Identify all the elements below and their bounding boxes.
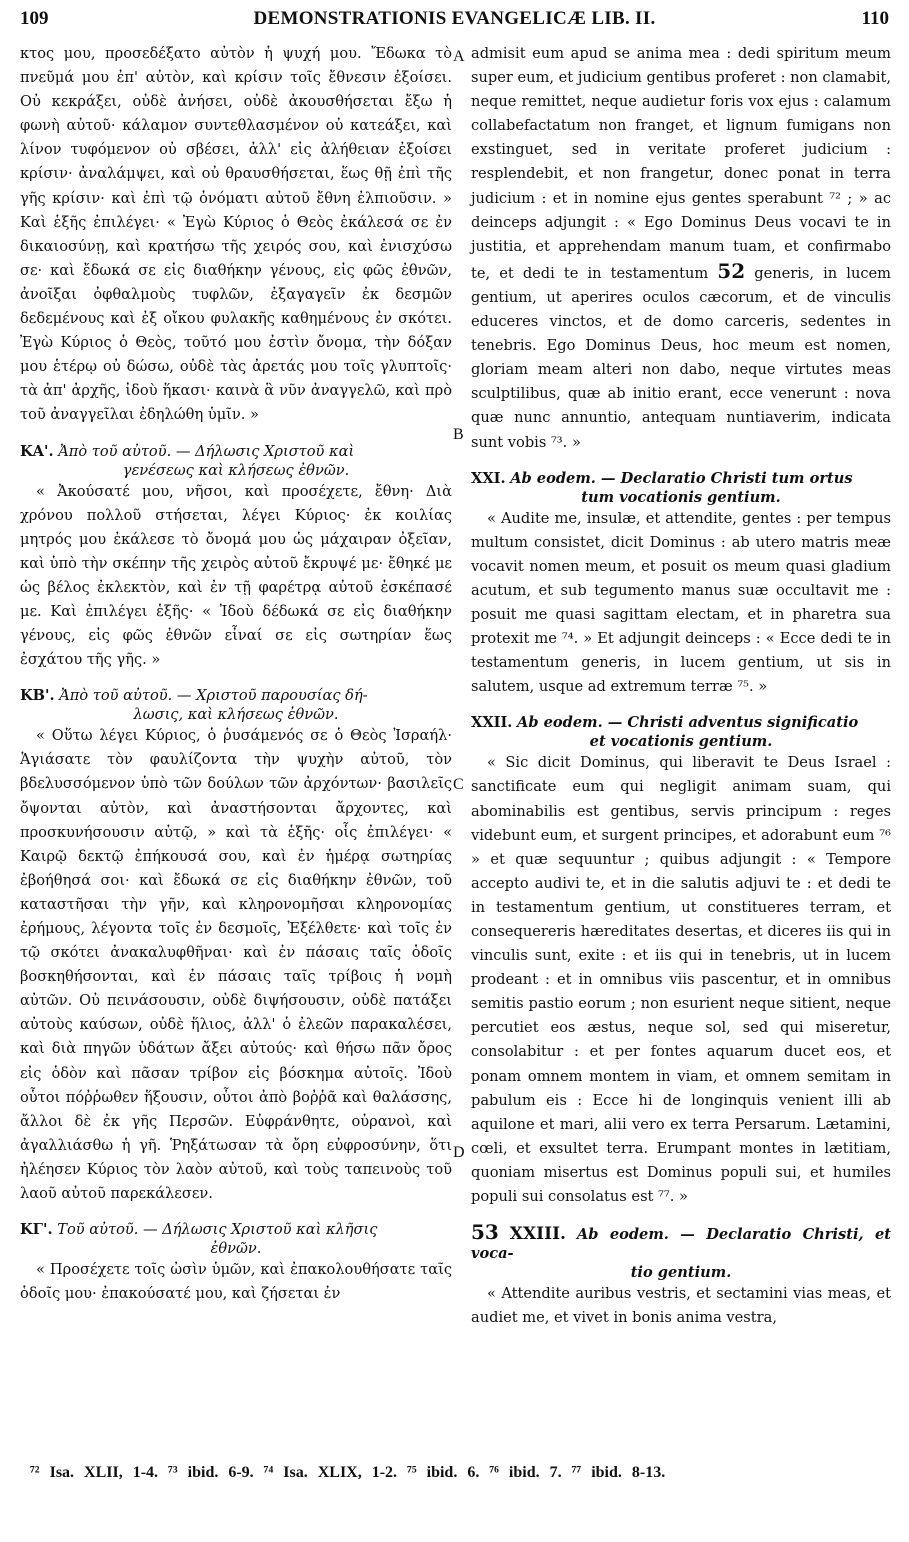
latin-paragraph: « Sic dicit Dominus, qui liberavit te Deus Israel : sanctificate eum qui negligit animam suam, qui abominabilis est gentibus, servis principum : reges videbunt eum, et surgent principes, et adorabunt eum ⁷⁶ » et quæ sequuntur ; quibus adjungit : « Tempore accepto audivi te, et in die salutis adjuvi te : et dedi te in testamentum gentium, ut constitueres terram, et consequereris hæreditates desertas, et diceres iis qui in vinculis sunt, exite : et iis qui in tenebris, ut in lucem prodeant : et in omnibus viis pascentur, et in omnibus semitis pastio eorum ; non esurient neque sitient, neque percutiet eos æstus, neque sol, sed qui miseretur, consolabitur : et per fontes aquarum ducet eos, et ponam omnem montem in viam, et omnem semitam in pabulum eis : Ecce hi de longinquis venient illi ab aquilone et mari, alii vero ex terra Persarum. Lætamini, cœli, et exsultet terra. Erumpant montes in lætitiam, quoniam misertus est Dominus populi sui, et humiles populi sui consolatus est ⁷⁷. » <box>471 754 891 1206</box>
margin-letter-a: A <box>453 48 465 65</box>
section-subtitle: ἐθνῶν. <box>210 1240 262 1258</box>
latin-paragraph: « Audite me, insulæ, et attendite, gentes : per tempus multum consistet, dicit Dominus : ab utero matris meæ vocavit nomen meum, et posuit os meum quasi gladium acutum, et sub tegumento manus suæ occultavit me : posuit me quasi sagittam electam, et in pharetra sua protexit me ⁷⁴. » Et adjungit deinceps : « Ecce dedi te in testamentum generis, in lucem gentium, ut sis in salutem, usque ad extremum terræ ⁷⁵. » <box>471 509 891 696</box>
greek-paragraph: « Ἀκούσατέ μου, νῆσοι, καὶ προσέχετε, ἔθνη· Διὰ χρόνου πολλοῦ στήσεται, λέγει Κύριος· ἐκ κοιλίας μητρός μου ἐκάλεσε τὸ ὄνομά μου ὡς μάχαιραν ὀξεῖαν, καὶ ὑπὸ τὴν σκέπην τῆς χειρὸς αὐτοῦ ἔκρυψέ με· ἔθηκέ με ὡς βέλος ἐκλεκτὸν, καὶ ἐν τῇ φαρέτρᾳ αὐτοῦ ἐσκέπασέ με. Καὶ ἐπιλέγει ἑξῆς· « Ἰδοὺ δέδωκά σε εἰς διαθήκην γένους, εἰς φῶς ἐθνῶν εἶναί σε εἰς σωτηρίαν ἕως ἐσχάτου τῆς γῆς. » <box>20 482 452 669</box>
latin-paragraph: « Attendite auribus vestris, et sectamini vias meas, et audiet me, et vivet in bonis anima vestra, <box>471 1285 891 1327</box>
latin-section-heading-21 <box>471 469 891 507</box>
latin-section-heading-23 <box>471 1220 892 1282</box>
greek-section-heading-21 <box>20 442 452 480</box>
section-title: Ἀπὸ τοῦ αὐτοῦ. — Χριστοῦ παρουσίας δή- <box>59 687 368 705</box>
section-number: ΚΒ'. <box>20 687 55 705</box>
latin-text: admisit eum apud se anima mea : dedi spiritum meum super eum, et judicium gentibus proferet : non clamabit, neque remittet, neque audietur foris vox ejus : calamum collabefactatum non franget, et lignum fumigans non exstinguet, sed in veritate proferet judicium : resplendebit, et non frangetur, donec ponat in terra judicium : et in nomine ejus gentes sperabunt ⁷² ; » ac deinceps adjungit : « Ego Dominus Deus vocavi te in justitia, et apprehendam manum tuam, et confirmabo te, et dedi te in testamentum <box>471 45 891 282</box>
section-title: Ab eodem. — Christi adventus significatio <box>517 714 859 732</box>
right-page-number: 110 <box>861 8 889 29</box>
section-title: Ab eodem. — Declaratio Christi tum ortus <box>510 469 853 487</box>
section-subtitle: λωσις, καὶ κλήσεως ἐθνῶν. <box>133 706 339 724</box>
greek-column <box>20 42 452 1306</box>
greek-section-heading-22 <box>20 686 452 724</box>
left-page-number: 109 <box>20 8 49 29</box>
greek-paragraph: « Οὕτω λέγει Κύριος, ὁ ῥυσάμενός σε ὁ Θεὸς Ἰσραήλ· Ἁγιάσατε τὸν φαυλίζοντα τὴν ψυχὴν αὐτοῦ, τὸν βδελυσσόμενον ὑπὸ τῶν δούλων τῶν ἀρχόντων· βασιλεῖς ὄψονται αὐτὸν, καὶ ἀναστήσονται ἄρχοντες, καὶ προσκυνήσουσιν αὐτῷ, » καὶ τὰ ἑξῆς· οἷς ἐπιλέγει· « Καιρῷ δεκτῷ ἐπήκουσά σου, καὶ ἐν ἡμέρᾳ σωτηρίας ἐβοήθησά σοι· καὶ ἔδωκά σε εἰς διαθήκην ἐθνῶν, τοῦ καταστῆσαι τὴν γῆν, καὶ κληρονομῆσαι κληρονομίας ἐρήμους, λέγοντα τοῖς ἐν δεσμοῖς, Ἐξέλθετε· καὶ τοῖς ἐν τῷ σκότει ἀνακαλυφθῆναι· καὶ ἐν πάσαις ταῖς ὁδοῖς βοσκηθήσονται, καὶ ἐν πάσαις ταῖς τρίβοις ἡ νομὴ αὐτῶν. Οὐ πεινάσουσιν, οὐδὲ διψήσουσιν, οὐδὲ πατάξει αὐτοὺς καύσων, οὐδὲ ἥλιος, ἀλλ' ὁ ἐλεῶν παρακαλέσει, καὶ διὰ πηγῶν ὑδάτων ἄξει αὐτούς· καὶ θήσω πᾶν ὄρος εἰς ὁδὸν καὶ πᾶσαν τρίβον εἰς βόσκημα αὐτοῖς. Ἰδοὺ οὗτοι πόῤῥωθεν ἥξουσιν, οὗτοι ἀπὸ βοῤῥᾶ καὶ θαλάσσης, ἄλλοι δὲ ἐκ γῆς Περσῶν. Εὐφράνθητε, οὐρανοὶ, καὶ ἀγαλλιάσθω ἡ γῆ. Ῥηξάτωσαν τὰ ὄρη εὐφροσύνην, ὅτι ἠλέησεν Κύριος τὸν λαὸν αὐτοῦ, καὶ τοὺς ταπεινοὺς τοῦ λαοῦ αὐτοῦ παρεκάλεσεν. <box>20 727 452 1203</box>
section-title: Τοῦ αὐτοῦ. — Δήλωσις Χριστοῦ καὶ κλῆσις <box>57 1221 378 1239</box>
section-subtitle: tio gentium. <box>630 1264 732 1282</box>
running-title: DEMONSTRATIONIS EVANGELICÆ LIB. II. <box>253 8 656 29</box>
section-number: ΚΓ'. <box>20 1221 53 1239</box>
section-number: XXIII. <box>509 1224 566 1245</box>
section-number: XXI. <box>471 469 506 487</box>
greek-paragraph: « Προσέχετε τοῖς ὠσὶν ὑμῶν, καὶ ἐπακολουθήσατε ταῖς ὁδοῖς μου· ἐπακούσατέ μου, καὶ ζήσεται ἐν <box>20 1261 452 1303</box>
latin-column <box>471 42 891 1330</box>
footnotes: ⁷² Isa. XLII, 1-4. ⁷³ ibid. 6-9. ⁷⁴ Isa. XLIX, 1-2. ⁷⁵ ibid. 6. ⁷⁶ ibid. 7. ⁷⁷ ibid. 8-13. <box>30 1464 666 1481</box>
greek-paragraph: κτος μου, προσεδέξατο αὐτὸν ἡ ψυχή μου. Ἔδωκα τὸ πνεῦμά μου ἐπ' αὐτὸν, καὶ κρίσιν τοῖς ἔθνεσιν ἐξοίσει. Οὐ κεκράξει, οὐδὲ ἀνήσει, οὐδὲ ἀκουσθήσεται ἔξω ἡ φωνὴ αὐτοῦ· κάλαμον συντεθλασμένον οὐ κατεάξει, καὶ λίνον τυφόμενον οὐ σβέσει, ἀλλ' εἰς ἀλήθειαν ἐξοίσει κρίσιν· ἀναλάμψει, καὶ οὐ θραυσθήσεται, ἕως θῇ ἐπὶ τῆς γῆς κρίσιν· καὶ ἐπὶ τῷ ὀνόματι αὐτοῦ ἔθνη ἐλπιοῦσιν. » Καὶ ἑξῆς ἐπιλέγει· « Ἐγὼ Κύριος ὁ Θεὸς ἐκάλεσά σε ἐν δικαιοσύνῃ, καὶ κρατήσω τῆς χειρός σου, καὶ ἐνισχύσω σε· καὶ ἔδωκά σε εἰς διαθήκην γένους, εἰς φῶς ἐθνῶν, ἀνοῖξαι ὀφθαλμοὺς τυφλῶν, ἐξαγαγεῖν ἐκ δεσμῶν δεδεμένους καὶ ἐξ οἴκου φυλακῆς καθημένους ἐν σκότει. Ἐγὼ Κύριος ὁ Θεὸς, τοῦτό μου ἐστὶν ὄνομα, τὴν δόξαν μου ἑτέρῳ οὐ δώσω, οὐδὲ τὰς ἀρετάς μου τοῖς γλυπτοῖς· τὰ ἀπ' ἀρχῆς, ἰδοὺ ἥκασι· καινὰ ἃ νῦν ἀναγγελῶ, καὶ πρὸ τοῦ ἀναγγεῖλαι ἐδηλώθη ὑμῖν. » <box>20 45 452 424</box>
section-title: Ἀπὸ τοῦ αὐτοῦ. — Δήλωσις Χριστοῦ καὶ <box>58 442 355 460</box>
margin-letter-d: D <box>453 1144 465 1161</box>
section-subtitle: γενέσεως καὶ κλήσεως ἐθνῶν. <box>122 461 350 479</box>
latin-paragraph <box>471 42 891 455</box>
section-title: Ab eodem. — Declaratio Christi, et voca- <box>471 1226 892 1263</box>
section-number: ΚΑ'. <box>20 442 54 460</box>
margin-letter-b: B <box>453 426 464 443</box>
latin-text: generis, in lucem gentium, ut aperires oculos cæcorum, et de vinculis educeres vinctos, et de domo carceris, sedentes in tenebris. Ego Dominus Deus, hoc meum est nomen, gloriam meam alteri non dabo, neque virtutes meas sculptilibus, quæ ab initio erant, ecce venerunt : nova quæ nunc annuntio, antequam nuntiaverim, indicata sunt vobis ⁷³. » <box>471 264 891 451</box>
running-header <box>20 8 889 38</box>
greek-section-heading-23 <box>20 1220 452 1258</box>
latin-section-heading-22 <box>471 713 891 751</box>
section-subtitle: tum vocationis gentium. <box>581 488 781 506</box>
section-subtitle: et vocationis gentium. <box>589 733 773 751</box>
margin-letter-c: C <box>453 776 464 793</box>
column-marker: 52 <box>717 258 746 283</box>
column-marker: 53 <box>471 1220 499 1245</box>
section-number: XXII. <box>471 714 513 732</box>
